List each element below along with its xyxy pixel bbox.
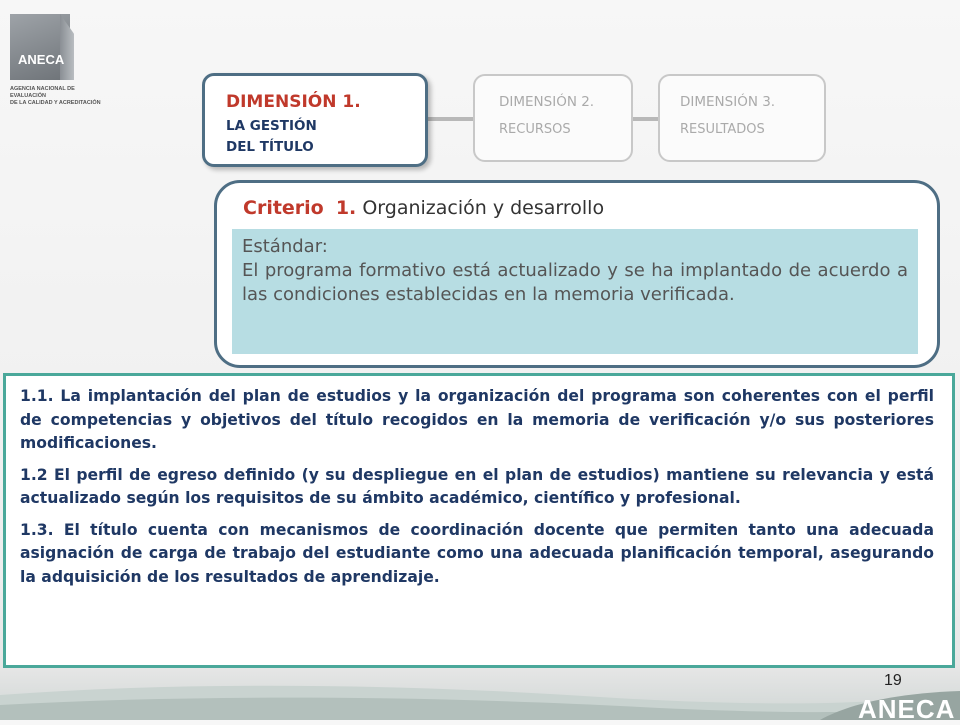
dimension-2-title: DIMENSIÓN 2. <box>499 94 595 110</box>
dimension-2-subtitle: RECURSOS <box>499 122 571 137</box>
footer-logo: ANECA <box>858 694 956 724</box>
estandar-panel <box>232 229 918 354</box>
dimension-1-subtitle <box>226 116 317 158</box>
directriz-item: 1.3. El título cuenta con mecanismos de coordinación docente que permiten tanto una adecuada asignación de carga de trabajo del estudiante como una adecuada planificación temporal, asegurando la adquisición de los resultados de aprendizaje. <box>20 520 934 586</box>
directriz-item: 1.1. La implantación del plan de estudios y la organización del programa son coherentes con el perfil de competencias y objetivos del título recogidos en la memoria de verificación y/o sus posteriores modificaciones. <box>20 387 934 452</box>
directriz-item: 1.2 El perfil de egreso definido (y su despliegue en el plan de estudios) mantiene su relevancia y está actualizado según los requisitos de su ámbito académico, científico y profesional. <box>20 465 934 507</box>
dimension-3-box[interactable] <box>658 74 826 162</box>
footer-wave <box>0 675 960 720</box>
estandar-text: El programa formativo está actualizado y se ha implantado de acuerdo a las condiciones establecidas en la memoria verificada. <box>242 260 908 305</box>
dimension-2-box[interactable] <box>473 74 633 162</box>
logo-text: ANECA <box>18 52 65 67</box>
logo-subtitle-line1: AGENCIA NACIONAL DE EVALUACIÓN <box>10 86 75 99</box>
logo-subtitle <box>10 86 110 107</box>
connector-line <box>633 117 658 121</box>
logo-subtitle-line2: DE LA CALIDAD Y ACREDITACIÓN <box>10 100 101 106</box>
dimension-1-title: DIMENSIÓN 1. <box>226 92 361 112</box>
dimension-1-subtitle-line1: LA GESTIÓN <box>226 118 317 134</box>
criterio-label: Criterio <box>243 197 324 219</box>
connector-line <box>428 117 473 121</box>
criterio-name: Organización y desarrollo <box>362 197 605 219</box>
criterio-number: 1. <box>335 197 357 219</box>
dimension-3-subtitle: RESULTADOS <box>680 122 765 137</box>
dimension-3-title: DIMENSIÓN 3. <box>680 94 776 110</box>
dimension-1-subtitle-line2: DEL TÍTULO <box>226 139 314 155</box>
dimension-1-box[interactable] <box>202 73 428 167</box>
directrices-panel <box>3 373 955 668</box>
estandar-heading: Estándar: <box>242 236 328 257</box>
criterio-title <box>243 197 604 219</box>
logo-fold <box>60 14 74 80</box>
page-number: 19 <box>884 672 902 689</box>
